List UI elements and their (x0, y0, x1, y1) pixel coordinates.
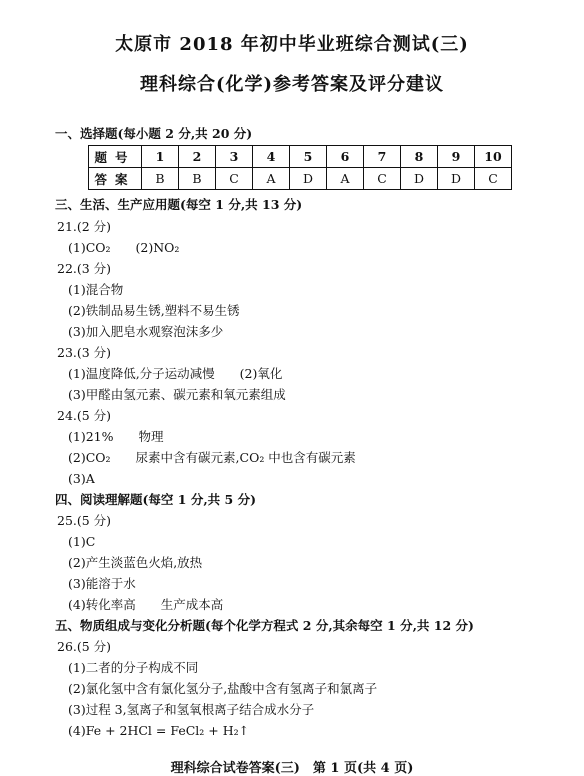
document-title: 太原市 2018 年初中毕业班综合测试(三) (115, 34, 469, 55)
section-heading-reading: 四、阅读理解题(每空 1 分,共 5 分) (55, 492, 256, 507)
answer-line: (1)C (68, 534, 96, 549)
answer-line: (1)温度降低,分子运动减慢 (2)氧化 (68, 366, 283, 381)
answer-cell: C (364, 168, 401, 190)
question-number-cell: 6 (327, 146, 364, 168)
section-heading-analysis: 五、物质组成与变化分析题(每个化学方程式 2 分,其余每空 1 分,共 12 分) (55, 618, 474, 633)
question-header: 21.(2 分) (57, 219, 112, 234)
answer-cell: C (216, 168, 253, 190)
answer-line: (2)CO₂ 尿素中含有碳元素,CO₂ 中也含有碳元素 (68, 450, 356, 465)
section-heading-application: 三、生活、生产应用题(每空 1 分,共 13 分) (55, 197, 303, 212)
answer-table-answer-row (89, 168, 512, 190)
question-header: 22.(3 分) (57, 261, 112, 276)
question-number-cell: 9 (438, 146, 475, 168)
document-subtitle: 理科综合(化学)参考答案及评分建议 (139, 74, 445, 95)
answer-line: (2)产生淡蓝色火焰,放热 (68, 555, 203, 570)
answer-line: (3)能溶于水 (68, 576, 136, 591)
answer-cell: C (475, 168, 512, 190)
answer-line: (3)过程 3,氢离子和氢氧根离子结合成水分子 (68, 702, 315, 717)
answer-line: (3)甲醛由氢元素、碳元素和氧元素组成 (68, 387, 286, 402)
page-footer: 理科综合试卷答案(三) 第 1 页(共 4 页) (170, 761, 414, 776)
question-number-cell: 2 (179, 146, 216, 168)
answer-line: (2)氯化氢中含有氯化氢分子,盐酸中含有氢离子和氯离子 (68, 681, 378, 696)
answer-line: (3)A (68, 471, 95, 486)
question-number-cell: 10 (475, 146, 512, 168)
answer-table-number-row (89, 146, 512, 168)
question-number-cell: 3 (216, 146, 253, 168)
answer-cell: D (290, 168, 327, 190)
question-header: 25.(5 分) (57, 513, 112, 528)
answer-line: (1)二者的分子构成不同 (68, 660, 199, 675)
answer-cell: B (179, 168, 216, 190)
question-header: 24.(5 分) (57, 408, 112, 423)
answer-line: (1)混合物 (68, 282, 124, 297)
answer-line: (2)铁制品易生锈,塑料不易生锈 (68, 303, 240, 318)
question-header: 26.(5 分) (57, 639, 112, 654)
answer-cell: B (142, 168, 179, 190)
answer-line: (1)21% 物理 (68, 429, 164, 444)
section-heading-choice: 一、选择题(每小题 2 分,共 20 分) (55, 126, 253, 141)
answer-line: (4)转化率高 生产成本高 (68, 597, 224, 612)
row-label-answer: 答案 (89, 168, 142, 190)
answer-cell: D (401, 168, 438, 190)
answer-cell: D (438, 168, 475, 190)
answer-cell: A (253, 168, 290, 190)
question-number-cell: 1 (142, 146, 179, 168)
answer-line: (3)加入肥皂水观察泡沫多少 (68, 324, 224, 339)
question-number-cell: 5 (290, 146, 327, 168)
answer-line: (1)CO₂ (2)NO₂ (68, 240, 180, 255)
question-number-cell: 8 (401, 146, 438, 168)
row-label-number: 题号 (89, 146, 142, 168)
answer-line: (4)Fe + 2HCl = FeCl₂ + H₂↑ (68, 723, 250, 738)
answer-table (88, 145, 512, 190)
question-header: 23.(3 分) (57, 345, 112, 360)
question-number-cell: 4 (253, 146, 290, 168)
answer-cell: A (327, 168, 364, 190)
question-number-cell: 7 (364, 146, 401, 168)
